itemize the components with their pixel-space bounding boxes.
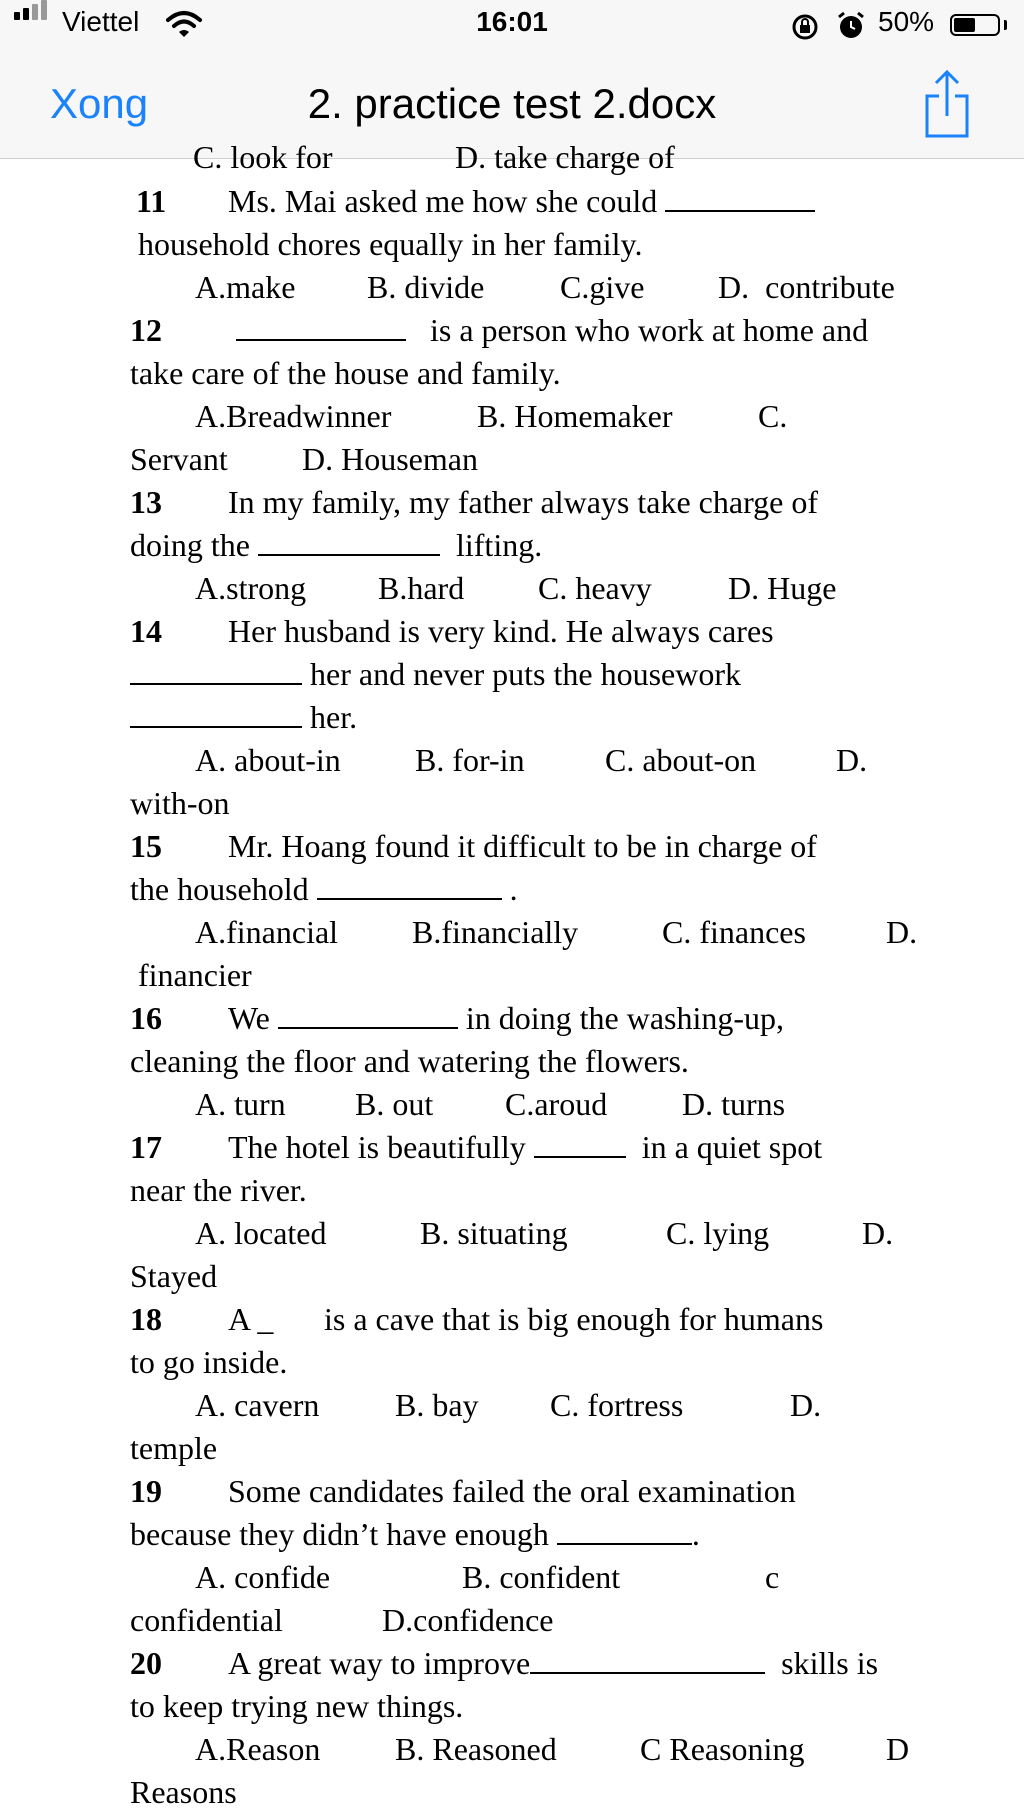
- cutoff-option-c: C. look for: [193, 139, 333, 175]
- question-text-cont: cleaning the floor and watering the flowers.: [130, 1043, 689, 1079]
- question-text: Some candidates failed the oral examination: [228, 1473, 796, 1509]
- question-text: Ms. Mai asked me how she could: [228, 183, 815, 219]
- question-number: 15: [130, 828, 162, 864]
- option-b: B. confident: [462, 1559, 621, 1595]
- option-d-wrap: with-on: [130, 785, 230, 821]
- option-b: B.financially: [412, 914, 579, 950]
- option-d: D.confidence: [382, 1602, 554, 1638]
- question-text: Her husband is very kind. He always cares: [228, 613, 774, 649]
- option-d: D.: [836, 742, 868, 778]
- option-d: D. Houseman: [302, 441, 478, 477]
- option-c: C Reasoning: [640, 1731, 805, 1767]
- option-d-wrap: temple: [130, 1430, 218, 1466]
- option-b: B. Homemaker: [477, 398, 673, 434]
- option-a: A. about-in: [195, 742, 341, 778]
- option-d: D.: [886, 914, 918, 950]
- option-b: B.hard: [378, 570, 465, 606]
- option-d: D. turns: [682, 1086, 786, 1122]
- option-b: B. divide: [367, 269, 485, 305]
- battery-icon: [950, 14, 1000, 36]
- done-button[interactable]: Xong: [50, 80, 149, 127]
- option-d: D. contribute: [718, 269, 895, 305]
- question-text: In my family, my father always take charge of: [228, 484, 818, 520]
- question-text-cont: take care of the house and family.: [130, 355, 561, 391]
- option-a: A.financial: [195, 914, 339, 950]
- question-text-cont: doing the lifting.: [130, 527, 543, 563]
- option-c: C.: [758, 398, 788, 434]
- question-text: is a cave that is big enough for humans: [324, 1301, 824, 1337]
- question-text: Mr. Hoang found it difficult to be in charge of: [228, 828, 817, 864]
- option-b: B. for-in: [415, 742, 525, 778]
- question-number: 18: [130, 1301, 162, 1337]
- option-a: A.make: [195, 269, 296, 305]
- option-a: A. confide: [195, 1559, 331, 1595]
- option-c: C. fortress: [550, 1387, 684, 1423]
- option-c: C. finances: [662, 914, 806, 950]
- question-text: We in doing the washing-up,: [228, 1000, 785, 1036]
- option-b: B. bay: [395, 1387, 479, 1423]
- option-a: A.Reason: [195, 1731, 321, 1767]
- question-number: 11: [136, 183, 167, 219]
- battery-percent: 50%: [878, 6, 935, 37]
- question-text-cont: her.: [130, 699, 357, 735]
- option-c: c: [765, 1559, 780, 1595]
- option-d: D: [886, 1731, 910, 1767]
- battery-cap: [1004, 20, 1007, 30]
- question-text: The hotel is beautifully in a quiet spot: [228, 1129, 823, 1165]
- question-number: 14: [130, 613, 162, 649]
- option-a: A. located: [195, 1215, 327, 1251]
- question-text-cont: to go inside.: [130, 1344, 288, 1380]
- status-bar: [0, 0, 1024, 50]
- question-number: 13: [130, 484, 162, 520]
- share-button[interactable]: [922, 68, 972, 145]
- question-text-cont: near the river.: [130, 1172, 307, 1208]
- question-text-cont: her and never puts the housework: [130, 656, 741, 692]
- option-c: C. about-on: [605, 742, 757, 778]
- option-d: D. Huge: [728, 570, 837, 606]
- question-text-cont: because they didn’t have enough .: [130, 1516, 700, 1552]
- question-number: 20: [130, 1645, 162, 1681]
- option-d: D.: [790, 1387, 822, 1423]
- share-icon: [922, 68, 972, 140]
- document-body: [0, 139, 1024, 1820]
- question-number: 12: [130, 312, 162, 348]
- option-a: A. cavern: [195, 1387, 320, 1423]
- question-text: A _: [228, 1301, 274, 1337]
- option-a: A.Breadwinner: [195, 398, 392, 434]
- question-text: A great way to improve skills is: [228, 1645, 879, 1681]
- question-number: 17: [130, 1129, 162, 1165]
- option-a: A. turn: [195, 1086, 286, 1122]
- option-d-wrap: financier: [138, 957, 252, 993]
- question-text: is a person who work at home and: [236, 312, 868, 348]
- option-b: B. out: [355, 1086, 434, 1122]
- carrier-name: Viettel: [62, 6, 140, 37]
- option-d: D.: [862, 1215, 894, 1251]
- option-c: C.aroud: [505, 1086, 608, 1122]
- option-d-wrap: Stayed: [130, 1258, 218, 1294]
- clock: 16:01: [476, 6, 548, 37]
- question-text-cont: the household .: [130, 871, 518, 907]
- question-number: 19: [130, 1473, 162, 1509]
- option-c-wrap: confidential: [130, 1602, 283, 1638]
- rotation-lock-icon: [790, 12, 820, 47]
- option-a: A.strong: [195, 570, 307, 606]
- question-text-cont: household chores equally in her family.: [138, 226, 643, 262]
- option-d-wrap: Reasons: [130, 1774, 237, 1810]
- option-b: B. situating: [420, 1215, 568, 1251]
- option-c: C.give: [560, 269, 645, 305]
- document-title: 2. practice test 2.docx: [307, 80, 717, 127]
- question-text-cont: to keep trying new things.: [130, 1688, 464, 1724]
- option-c: C. lying: [666, 1215, 770, 1251]
- option-b: B. Reasoned: [395, 1731, 557, 1767]
- option-c: C. heavy: [538, 570, 652, 606]
- cutoff-option-d: D. take charge of: [455, 139, 675, 175]
- alarm-icon: [836, 10, 866, 47]
- option-c-wrap: Servant: [130, 441, 228, 477]
- question-number: 16: [130, 1000, 162, 1036]
